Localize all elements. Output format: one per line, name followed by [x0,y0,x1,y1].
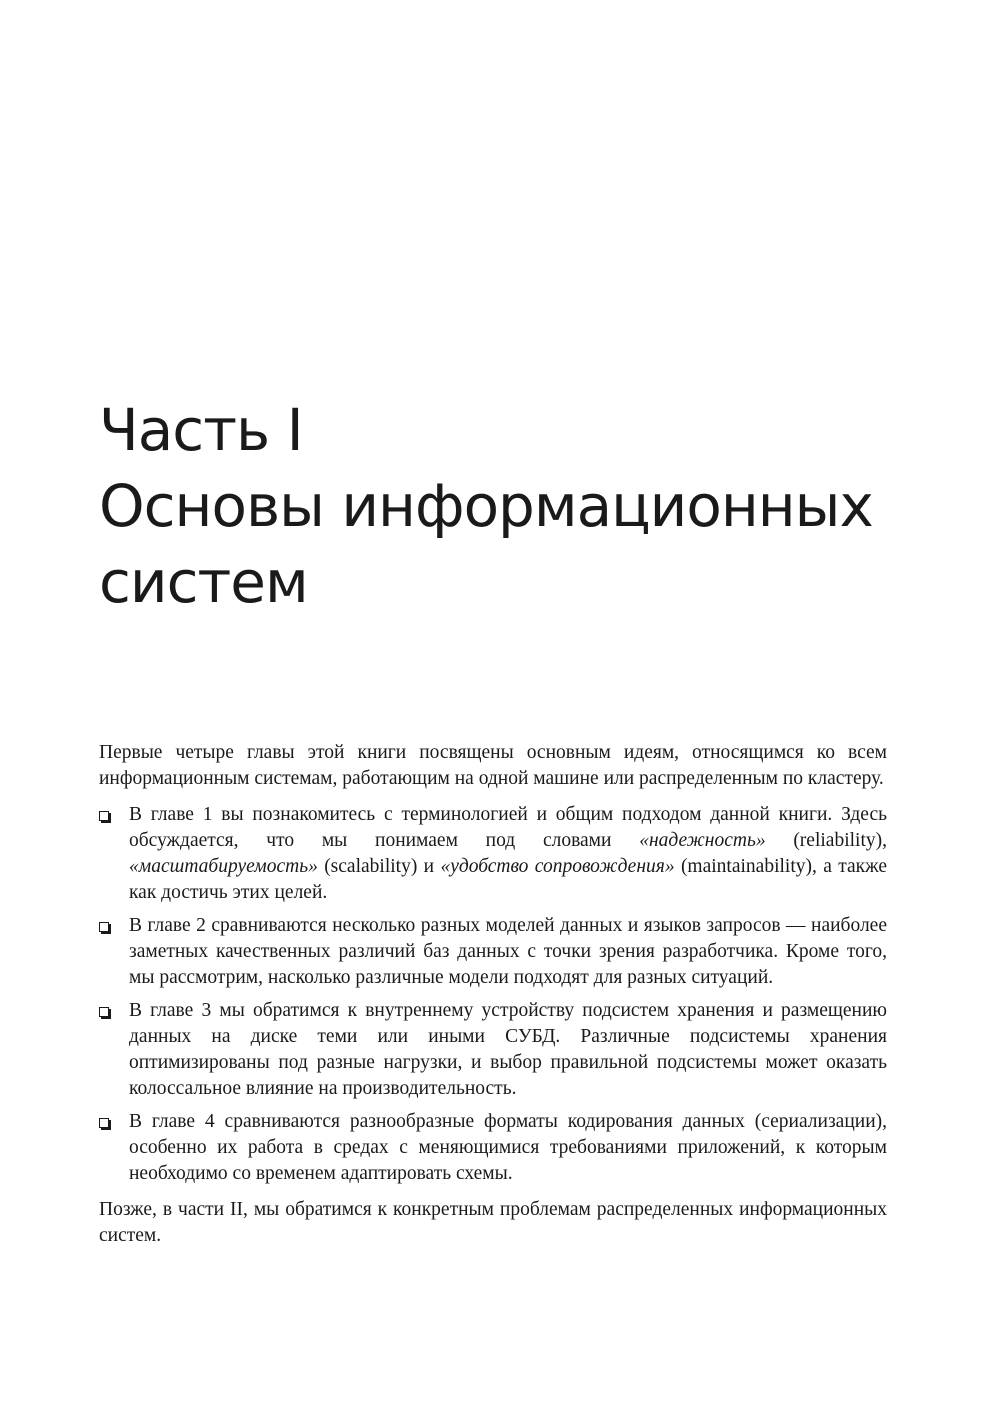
list-item-text: В главе 3 мы обратимся к внутреннему устройству подсистем хранения и размещению данных на диске теми или иными СУБД. Различные подсистемы хранения оптимизированы под разные нагрузки, и выбор правильной подсистемы может оказать колоссальное влияние на производительность. [129,1000,887,1099]
list-item [99,802,887,906]
outro-paragraph: Позже, в части II, мы обратимся к конкретным проблемам распределенных информационных систем. [99,1199,887,1246]
list-item-text: В главе 4 сравниваются разнообразные форматы кодирования данных (сериализации), особенно их работа в средах с меняющимися требованиями приложений, к которым необходимо со временем адаптировать схемы. [129,1111,887,1184]
list-item [99,998,887,1102]
emphasis-term: «масштабируемость» [129,856,318,877]
list-item [99,913,887,991]
part-name-line-2: систем [99,548,308,616]
part-name-line-1: Основы информационных [99,472,873,540]
list-item-text: В главе 2 сравниваются несколько разных моделей данных и языков запросов — наиболее заметных качественных различий баз данных с точки зрения разработчика. Кроме того, мы рассмотрим, насколько различные модели подходят для разных ситуаций. [129,915,887,988]
emphasis-term: «надежность» [639,830,766,851]
chapter-list [99,802,887,1187]
part-number: Часть I [99,396,303,464]
checkbox-bullet-icon [99,922,109,932]
emphasis-term: «удобство сопровождения» [440,856,675,877]
checkbox-bullet-icon [99,811,109,821]
checkbox-bullet-icon [99,1007,109,1017]
intro-paragraph: Первые четыре главы этой книги посвящены основным идеям, относящимся ко всем информационным системам, работающим на одной машине или распределенным по кластеру. [99,742,887,789]
body-text [99,740,887,1249]
checkbox-bullet-icon [99,1118,109,1128]
list-item-text: В главе 1 вы познакомитесь с терминологией и общим подходом данной книги. Здесь обсуждается, что мы понимаем под словами «надежность» (reliability), «масштабируемость» (scalability) и «удобство сопровождения» (maintainability), а также как достичь этих целей. [129,804,887,903]
list-item [99,1109,887,1187]
part-title [99,392,899,620]
